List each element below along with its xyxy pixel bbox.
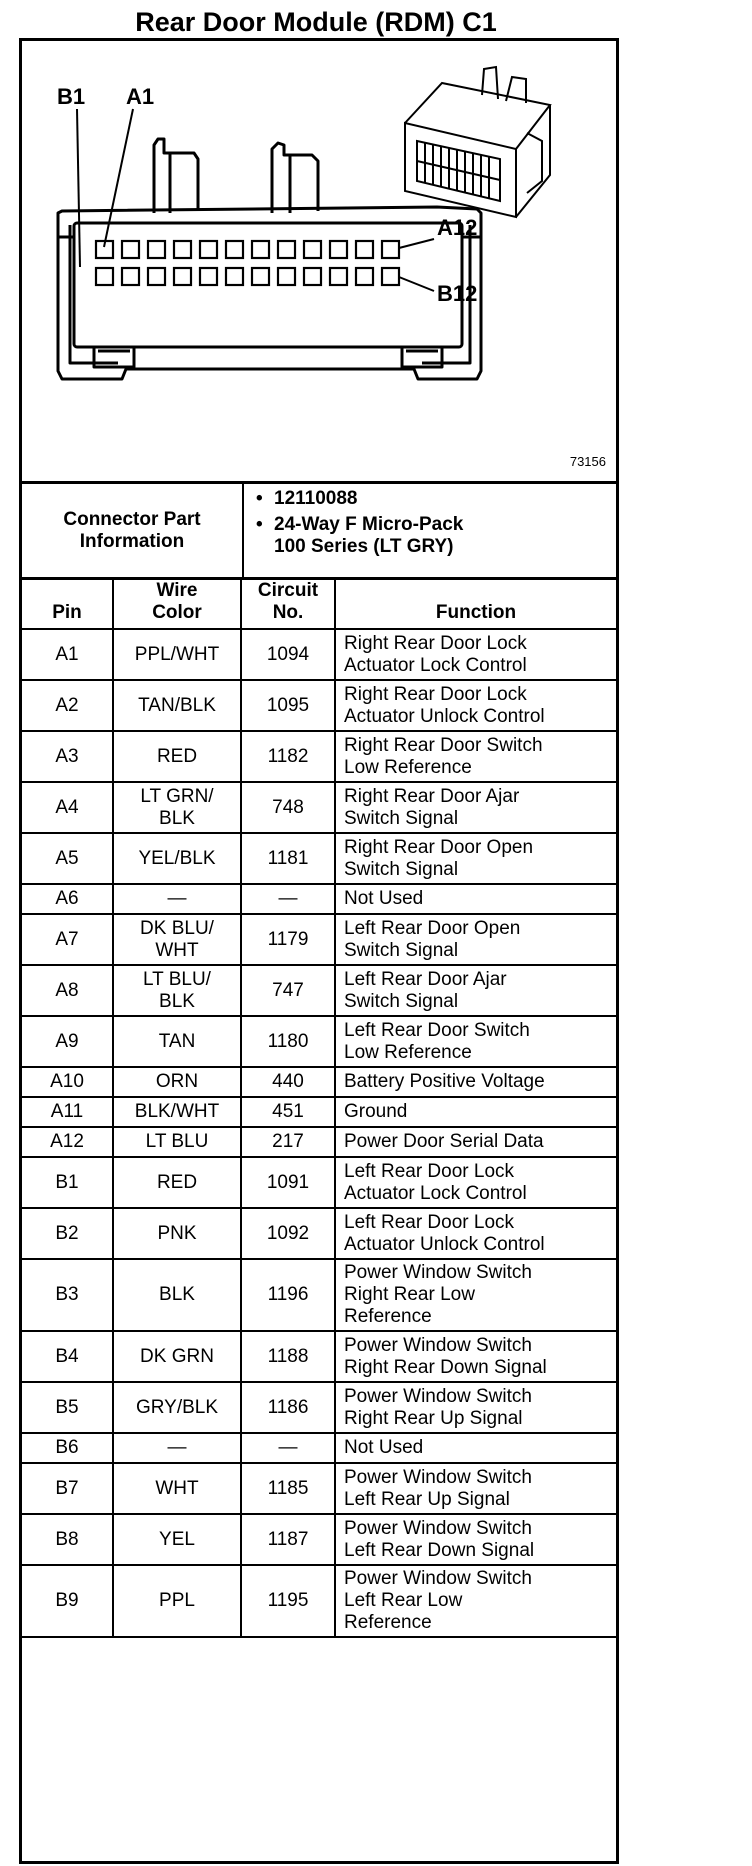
circuit-cell: 1185 bbox=[241, 1463, 335, 1514]
circuit-cell: 440 bbox=[241, 1067, 335, 1097]
wire-color-cell: LT BLU bbox=[113, 1127, 241, 1157]
header-circuit-no: Circuit No. bbox=[241, 578, 335, 629]
wire-color-cell: TAN bbox=[113, 1016, 241, 1067]
pin-cell: A6 bbox=[22, 884, 113, 914]
function-cell: Left Rear Door Ajar Switch Signal bbox=[335, 965, 616, 1016]
part-description: • 24-Way F Micro-Pack 100 Series (LT GRY) bbox=[256, 514, 463, 558]
table-row bbox=[22, 1097, 616, 1127]
pin-cell: B8 bbox=[22, 1514, 113, 1565]
pin-cavities bbox=[96, 241, 399, 285]
table-row bbox=[22, 782, 616, 833]
table-row bbox=[22, 1259, 616, 1331]
label-a1: A1 bbox=[126, 84, 155, 109]
function-cell: Right Rear Door Switch Low Reference bbox=[335, 731, 616, 782]
header-wire-color: Wire Color bbox=[113, 578, 241, 629]
pin-cell: A8 bbox=[22, 965, 113, 1016]
pin-cell: B4 bbox=[22, 1331, 113, 1382]
table-row bbox=[22, 1331, 616, 1382]
pin-cell: A10 bbox=[22, 1067, 113, 1097]
wire-color-cell: WHT bbox=[113, 1463, 241, 1514]
pin-cell: B1 bbox=[22, 1157, 113, 1208]
pin-cell: A12 bbox=[22, 1127, 113, 1157]
table-row bbox=[22, 1208, 616, 1259]
connector-part-heading-line2: Information bbox=[79, 530, 185, 552]
wire-color-cell: PPL bbox=[113, 1565, 241, 1637]
circuit-cell: 1187 bbox=[241, 1514, 335, 1565]
circuit-cell: 1094 bbox=[241, 629, 335, 680]
table-row bbox=[22, 731, 616, 782]
connector-part-heading-line1: Connector Part bbox=[63, 508, 201, 530]
pin-cell: A4 bbox=[22, 782, 113, 833]
table-row bbox=[22, 914, 616, 965]
circuit-cell: 1181 bbox=[241, 833, 335, 884]
circuit-cell: 748 bbox=[241, 782, 335, 833]
wire-color-cell: LT BLU/ BLK bbox=[113, 965, 241, 1016]
wire-color-cell: DK GRN bbox=[113, 1331, 241, 1382]
connector-part-info bbox=[22, 484, 616, 580]
table-row bbox=[22, 965, 616, 1016]
table-row bbox=[22, 629, 616, 680]
header-pin: Pin bbox=[22, 578, 113, 629]
label-a12: A12 bbox=[437, 215, 478, 240]
circuit-cell: — bbox=[241, 884, 335, 914]
pin-cell: A9 bbox=[22, 1016, 113, 1067]
pin-cell: B5 bbox=[22, 1382, 113, 1433]
wire-color-cell: PPL/WHT bbox=[113, 629, 241, 680]
function-cell: Right Rear Door Lock Actuator Lock Control bbox=[335, 629, 616, 680]
function-cell: Left Rear Door Lock Actuator Lock Control bbox=[335, 1157, 616, 1208]
table-row bbox=[22, 1157, 616, 1208]
pin-cell: A11 bbox=[22, 1097, 113, 1127]
circuit-cell: 1195 bbox=[241, 1565, 335, 1637]
table-row bbox=[22, 884, 616, 914]
wire-color-cell: RED bbox=[113, 731, 241, 782]
circuit-cell: 1092 bbox=[241, 1208, 335, 1259]
function-cell: Left Rear Door Switch Low Reference bbox=[335, 1016, 616, 1067]
circuit-cell: — bbox=[241, 1433, 335, 1463]
table-row bbox=[22, 833, 616, 884]
table-row bbox=[22, 1067, 616, 1097]
connector-isometric-view bbox=[405, 67, 550, 217]
pin-cell: A3 bbox=[22, 731, 113, 782]
pin-cell: B6 bbox=[22, 1433, 113, 1463]
wire-color-cell: DK BLU/ WHT bbox=[113, 914, 241, 965]
connector-part-heading bbox=[22, 484, 244, 577]
circuit-cell: 1095 bbox=[241, 680, 335, 731]
header-function: Function bbox=[335, 578, 616, 629]
circuit-cell: 747 bbox=[241, 965, 335, 1016]
function-cell: Power Window Switch Right Rear Up Signal bbox=[335, 1382, 616, 1433]
pinout-table-wrapper bbox=[22, 577, 616, 1638]
function-cell: Battery Positive Voltage bbox=[335, 1067, 616, 1097]
function-cell: Right Rear Door Open Switch Signal bbox=[335, 833, 616, 884]
pin-cell: B3 bbox=[22, 1259, 113, 1331]
function-cell: Power Window Switch Right Rear Low Reference bbox=[335, 1259, 616, 1331]
wire-color-cell: TAN/BLK bbox=[113, 680, 241, 731]
wire-color-cell: LT GRN/ BLK bbox=[113, 782, 241, 833]
wire-color-cell: YEL/BLK bbox=[113, 833, 241, 884]
pin-cell: B9 bbox=[22, 1565, 113, 1637]
wire-color-cell: — bbox=[113, 1433, 241, 1463]
pin-cell: A5 bbox=[22, 833, 113, 884]
function-cell: Not Used bbox=[335, 884, 616, 914]
label-b12: B12 bbox=[437, 281, 478, 306]
function-cell: Left Rear Door Lock Actuator Unlock Control bbox=[335, 1208, 616, 1259]
table-row bbox=[22, 1463, 616, 1514]
table-row bbox=[22, 1514, 616, 1565]
circuit-cell: 1179 bbox=[241, 914, 335, 965]
wire-color-cell: PNK bbox=[113, 1208, 241, 1259]
table-header-row bbox=[22, 578, 616, 629]
circuit-cell: 1180 bbox=[241, 1016, 335, 1067]
pin-cell: B7 bbox=[22, 1463, 113, 1514]
connector-sheet bbox=[19, 38, 619, 1864]
wire-color-cell: YEL bbox=[113, 1514, 241, 1565]
circuit-cell: 1196 bbox=[241, 1259, 335, 1331]
pin-cell: A2 bbox=[22, 680, 113, 731]
circuit-cell: 1186 bbox=[241, 1382, 335, 1433]
table-row bbox=[22, 1016, 616, 1067]
function-cell: Power Window Switch Left Rear Down Signal bbox=[335, 1514, 616, 1565]
label-b1: B1 bbox=[57, 84, 86, 109]
circuit-cell: 217 bbox=[241, 1127, 335, 1157]
wire-color-cell: GRY/BLK bbox=[113, 1382, 241, 1433]
circuit-cell: 451 bbox=[241, 1097, 335, 1127]
connector-face-drawing bbox=[22, 41, 616, 481]
pin-cell: A1 bbox=[22, 629, 113, 680]
table-row bbox=[22, 1433, 616, 1463]
circuit-cell: 1188 bbox=[241, 1331, 335, 1382]
leader-lines bbox=[77, 109, 434, 291]
pinout-table bbox=[22, 577, 616, 1638]
connector-part-details bbox=[244, 484, 463, 558]
table-row bbox=[22, 1127, 616, 1157]
pin-cell: A7 bbox=[22, 914, 113, 965]
table-row bbox=[22, 680, 616, 731]
function-cell: Power Door Serial Data bbox=[335, 1127, 616, 1157]
figure-id: 73156 bbox=[569, 454, 606, 469]
function-cell: Ground bbox=[335, 1097, 616, 1127]
page-title: Rear Door Module (RDM) C1 bbox=[135, 7, 497, 37]
function-cell: Power Window Switch Right Rear Down Signal bbox=[335, 1331, 616, 1382]
function-cell: Right Rear Door Ajar Switch Signal bbox=[335, 782, 616, 833]
pin-cell: B2 bbox=[22, 1208, 113, 1259]
function-cell: Power Window Switch Left Rear Low Reference bbox=[335, 1565, 616, 1637]
circuit-cell: 1182 bbox=[241, 731, 335, 782]
function-cell: Right Rear Door Lock Actuator Unlock Control bbox=[335, 680, 616, 731]
connector-diagram bbox=[22, 41, 616, 484]
wire-color-cell: RED bbox=[113, 1157, 241, 1208]
wire-color-cell: BLK bbox=[113, 1259, 241, 1331]
circuit-cell: 1091 bbox=[241, 1157, 335, 1208]
part-number: • 12110088 bbox=[256, 488, 463, 510]
function-cell: Left Rear Door Open Switch Signal bbox=[335, 914, 616, 965]
wire-color-cell: ORN bbox=[113, 1067, 241, 1097]
function-cell: Power Window Switch Left Rear Up Signal bbox=[335, 1463, 616, 1514]
function-cell: Not Used bbox=[335, 1433, 616, 1463]
wire-color-cell: — bbox=[113, 884, 241, 914]
wire-color-cell: BLK/WHT bbox=[113, 1097, 241, 1127]
table-row bbox=[22, 1382, 616, 1433]
table-row bbox=[22, 1565, 616, 1637]
